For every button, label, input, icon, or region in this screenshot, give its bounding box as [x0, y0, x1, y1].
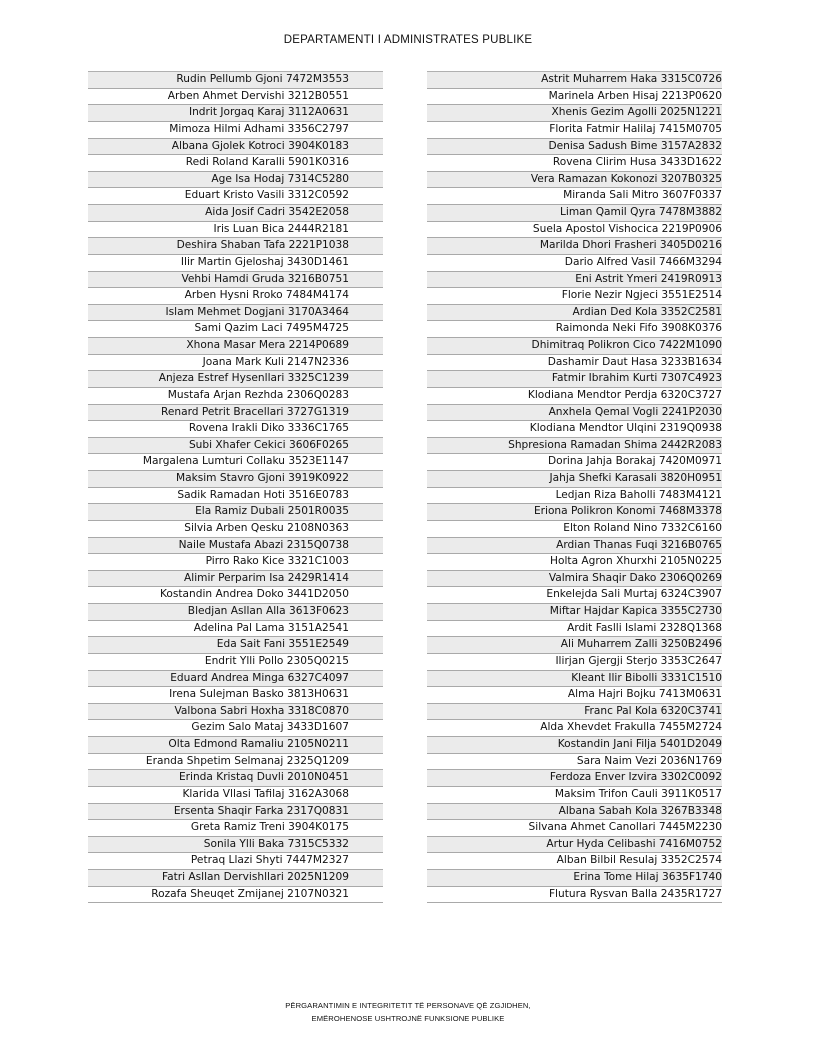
person-entry: Flutura Rysvan Balla 2435R1727 — [548, 887, 722, 900]
list-item — [427, 188, 722, 205]
list-item — [427, 388, 722, 405]
person-entry: Ali Muharrem Zalli 3250B2496 — [560, 638, 722, 651]
person-entry: Indrit Jorgaq Karaj 3112A0631 — [188, 106, 349, 119]
list-item — [427, 887, 722, 904]
person-entry: Gezim Salo Mataj 3433D1607 — [191, 721, 349, 734]
list-item — [88, 554, 383, 571]
list-item — [427, 238, 722, 255]
right-name-column — [427, 71, 722, 903]
person-entry: Ardian Ded Kola 3352C2581 — [572, 305, 722, 318]
list-item — [427, 820, 722, 837]
person-entry: Klodiana Mendtor Ulqini 2319Q0938 — [529, 422, 722, 435]
list-item — [427, 321, 722, 338]
person-entry: Joana Mark Kuli 2147N2336 — [202, 355, 349, 368]
person-entry: Arben Hysni Rroko 7484M4174 — [184, 289, 349, 302]
list-item — [427, 571, 722, 588]
person-entry: Vehbi Hamdi Gruda 3216B0751 — [181, 272, 349, 285]
list-item — [88, 288, 383, 305]
list-item — [88, 770, 383, 787]
person-entry: Rozafa Sheuqet Zmijanej 2107N0321 — [151, 887, 349, 900]
person-entry: Margalena Lumturi Collaku 3523E1147 — [142, 455, 349, 468]
person-entry: Petraq Llazi Shyti 7447M2327 — [190, 854, 349, 867]
list-item — [88, 321, 383, 338]
person-entry: Silvia Arben Qesku 2108N0363 — [184, 521, 349, 534]
list-item — [88, 338, 383, 355]
list-item — [427, 654, 722, 671]
list-item — [88, 820, 383, 837]
person-entry: Rovena Clirim Husa 3433D1622 — [552, 156, 722, 169]
person-entry: Erina Tome Hilaj 3635F1740 — [573, 871, 722, 883]
person-entry: Kostandin Andrea Doko 3441D2050 — [159, 588, 349, 601]
person-entry: Shpresiona Ramadan Shima 2442R2083 — [508, 438, 722, 451]
person-entry: Olta Edmond Ramaliu 2105N0211 — [168, 738, 349, 750]
list-item — [427, 355, 722, 372]
list-item — [88, 870, 383, 887]
person-entry: Adelina Pal Lama 3151A2541 — [193, 621, 349, 634]
list-item — [427, 89, 722, 106]
list-item — [427, 837, 722, 854]
list-item — [427, 272, 722, 289]
page-title: DEPARTAMENTI I ADMINISTRATES PUBLIKE — [283, 34, 533, 46]
list-item — [427, 787, 722, 804]
person-entry: Albana Sabah Kola 3267B3348 — [558, 804, 722, 817]
person-entry: Irena Sulejman Basko 3813H0631 — [169, 688, 349, 701]
list-item — [427, 405, 722, 422]
list-item — [427, 671, 722, 688]
person-entry: Eduart Kristo Vasili 3312C0592 — [184, 189, 349, 202]
list-item — [427, 704, 722, 721]
list-item — [427, 454, 722, 471]
list-item — [88, 671, 383, 688]
person-entry: Miranda Sali Mitro 3607F0337 — [563, 189, 722, 202]
person-entry: Endrit Ylli Pollo 2305Q0215 — [204, 654, 349, 667]
list-item — [88, 188, 383, 205]
person-entry: Ilir Martin Gjeloshaj 3430D1461 — [180, 255, 349, 268]
person-entry: Ferdoza Enver Izvira 3302C0092 — [549, 771, 722, 784]
person-entry: Anxhela Qemal Vogli 2241P2030 — [548, 405, 722, 418]
person-entry: Eriona Polikron Konomi 7468M3378 — [533, 505, 722, 518]
list-item — [88, 804, 383, 821]
person-entry: Maksim Trifon Cauli 3911K0517 — [554, 787, 722, 800]
person-entry: Dorina Jahja Borakaj 7420M0971 — [547, 455, 722, 468]
person-entry: Albana Gjolek Kotroci 3904K0183 — [171, 139, 349, 152]
person-entry: Elton Roland Nino 7332C6160 — [563, 521, 722, 534]
person-entry: Redi Roland Karalli 5901K0316 — [185, 156, 349, 169]
person-entry: Mustafa Arjan Rezhda 2306Q0283 — [167, 388, 349, 401]
list-item — [88, 504, 383, 521]
person-entry: Rovena Irakli Diko 3336C1765 — [188, 422, 349, 435]
list-item — [427, 554, 722, 571]
list-item — [88, 604, 383, 621]
list-item — [427, 155, 722, 172]
list-item — [88, 737, 383, 754]
person-entry: Iris Luan Bica 2444R2181 — [213, 222, 349, 235]
person-entry: Dario Alfred Vasil 7466M3294 — [564, 255, 722, 268]
person-entry: Anjeza Estref Hysenllari 3325C1239 — [158, 372, 349, 385]
list-item — [427, 255, 722, 272]
person-entry: Denisa Sadush Bime 3157A2832 — [548, 139, 722, 152]
page-footer — [0, 999, 816, 1025]
list-item — [88, 837, 383, 854]
person-entry: Miftar Hajdar Kapica 3355C2730 — [549, 605, 722, 617]
person-entry: Naile Mustafa Abazi 2315Q0738 — [178, 538, 349, 551]
list-item — [427, 438, 722, 455]
list-item — [88, 853, 383, 870]
person-entry: Sara Naim Vezi 2036N1769 — [576, 754, 722, 767]
list-item — [88, 454, 383, 471]
list-item — [427, 621, 722, 638]
list-item — [88, 238, 383, 255]
person-entry: Sonila Ylli Baka 7315C5332 — [203, 837, 349, 850]
list-item — [427, 504, 722, 521]
list-item — [427, 222, 722, 239]
list-item — [427, 488, 722, 505]
list-item — [88, 72, 383, 89]
person-entry: Valmira Shaqir Dako 2306Q0269 — [548, 571, 722, 584]
person-entry: Kleant Ilir Bibolli 3331C1510 — [571, 671, 722, 684]
person-entry: Ardit Faslli Islami 2328Q1368 — [567, 621, 722, 634]
list-item — [88, 687, 383, 704]
list-item — [88, 488, 383, 505]
person-entry: Alban Bilbil Resulaj 3352C2574 — [556, 854, 722, 867]
person-entry: Marinela Arben Hisaj 2213P0620 — [548, 89, 722, 102]
person-entry: Ledjan Riza Baholli 7483M4121 — [555, 488, 722, 501]
footer-line-1: PËRGARANTIMIN E INTEGRITETIT TË PERSONAVE QË ZGJIDHEN, — [285, 1001, 531, 1010]
list-item — [88, 637, 383, 654]
person-entry: Sami Qazim Laci 7495M4725 — [194, 322, 349, 335]
list-item — [88, 272, 383, 289]
person-entry: Enkelejda Sali Murtaj 6324C3907 — [546, 588, 722, 601]
person-entry: Eranda Shpetim Selmanaj 2325Q1209 — [145, 754, 349, 767]
person-entry: Holta Agron Xhurxhi 2105N0225 — [550, 555, 722, 568]
list-item — [88, 471, 383, 488]
list-item — [88, 205, 383, 222]
person-entry: Florie Nezir Ngjeci 3551E2514 — [561, 289, 722, 302]
list-item — [88, 89, 383, 106]
person-entry: Jahja Shefki Karasali 3820H0951 — [549, 472, 722, 484]
list-item — [427, 853, 722, 870]
list-item — [88, 787, 383, 804]
person-entry: Ela Ramiz Dubali 2501R0035 — [195, 505, 349, 518]
list-item — [427, 305, 722, 322]
person-entry: Ersenta Shaqir Farka 2317Q0831 — [173, 804, 349, 817]
list-item — [88, 421, 383, 438]
list-item — [88, 720, 383, 737]
list-item — [88, 305, 383, 322]
list-item — [427, 288, 722, 305]
person-entry: Aida Josif Cadri 3542E2058 — [205, 206, 349, 218]
list-item — [88, 122, 383, 139]
person-entry: Eda Sait Fani 3551E2549 — [216, 638, 349, 651]
person-entry: Xhona Masar Mera 2214P0689 — [186, 339, 349, 351]
person-entry: Fatmir Ibrahim Kurti 7307C4923 — [551, 372, 722, 385]
person-entry: Suela Apostol Vishocica 2219P0906 — [532, 222, 722, 235]
list-item — [427, 521, 722, 538]
left-name-column — [88, 71, 383, 903]
person-entry: Arben Ahmet Dervishi 3212B0551 — [167, 89, 349, 102]
list-item — [427, 538, 722, 555]
list-item — [427, 72, 722, 89]
list-item — [88, 704, 383, 721]
person-entry: Fatri Asllan Dervishllari 2025N1209 — [161, 871, 349, 883]
person-entry: Vera Ramazan Kokonozi 3207B0325 — [530, 172, 722, 185]
list-item — [427, 139, 722, 156]
list-item — [88, 139, 383, 156]
list-item — [88, 438, 383, 455]
list-item — [427, 105, 722, 122]
person-entry: Subi Xhafer Cekici 3606F0265 — [188, 438, 349, 451]
person-entry: Greta Ramiz Treni 3904K0175 — [190, 821, 349, 834]
person-entry: Kostandin Jani Filja 5401D2049 — [557, 738, 722, 750]
list-item — [88, 355, 383, 372]
list-item — [427, 471, 722, 488]
person-entry: Maksim Stavro Gjoni 3919K0922 — [175, 472, 349, 484]
person-entry: Sadik Ramadan Hoti 3516E0783 — [177, 488, 349, 501]
person-entry: Raimonda Neki Fifo 3908K0376 — [555, 322, 722, 335]
list-item — [427, 770, 722, 787]
person-entry: Dashamir Daut Hasa 3233B1634 — [547, 355, 722, 368]
list-item — [88, 754, 383, 771]
person-entry: Alma Hajri Bojku 7413M0631 — [567, 688, 722, 701]
person-entry: Marilda Dhori Frasheri 3405D0216 — [539, 239, 722, 252]
list-item — [427, 870, 722, 887]
person-entry: Klodiana Mendtor Perdja 6320C3727 — [527, 388, 722, 401]
list-item — [88, 587, 383, 604]
list-item — [427, 754, 722, 771]
list-item — [88, 222, 383, 239]
person-entry: Florita Fatmir Halilaj 7415M0705 — [549, 122, 722, 135]
list-item — [88, 172, 383, 189]
list-item — [88, 521, 383, 538]
person-entry: Klarida Vllasi Tafilaj 3162A3068 — [182, 787, 349, 800]
person-entry: Astrit Muharrem Haka 3315C0726 — [541, 73, 722, 85]
person-entry: Xhenis Gezim Agolli 2025N1221 — [551, 106, 722, 119]
person-entry: Dhimitraq Polikron Cico 7422M1090 — [531, 339, 722, 351]
list-item — [88, 538, 383, 555]
person-entry: Eni Astrit Ymeri 2419R0913 — [575, 272, 722, 285]
person-entry: Artur Hyda Celibashi 7416M0752 — [546, 837, 722, 850]
person-entry: Ilirjan Gjergji Sterjo 3353C2647 — [555, 654, 722, 667]
footer-line-2: EMËROHENOSE USHTROJNË FUNKSIONE PUBLIKE — [311, 1014, 505, 1023]
list-item — [88, 105, 383, 122]
person-entry: Pirro Rako Kice 3321C1003 — [205, 555, 349, 568]
list-item — [427, 205, 722, 222]
list-item — [427, 421, 722, 438]
person-entry: Mimoza Hilmi Adhami 3356C2797 — [169, 122, 349, 135]
list-item — [88, 654, 383, 671]
list-item — [427, 604, 722, 621]
person-entry: Erinda Kristaq Duvli 2010N0451 — [178, 771, 349, 784]
person-entry: Age Isa Hodaj 7314C5280 — [211, 172, 349, 185]
list-item — [88, 155, 383, 172]
person-entry: Valbona Sabri Hoxha 3318C0870 — [174, 704, 349, 717]
person-entry: Renard Petrit Bracellari 3727G1319 — [160, 405, 349, 418]
person-entry: Eduard Andrea Minga 6327C4097 — [170, 671, 349, 684]
person-entry: Bledjan Asllan Alla 3613F0623 — [187, 605, 349, 617]
person-entry: Franc Pal Kola 6320C3741 — [584, 704, 722, 717]
list-item — [427, 637, 722, 654]
person-entry: Islam Mehmet Dogjani 3170A3464 — [165, 305, 349, 318]
person-entry: Alimir Perparim Isa 2429R1414 — [184, 571, 349, 584]
list-item — [88, 571, 383, 588]
list-item — [427, 804, 722, 821]
list-item — [88, 621, 383, 638]
list-item — [427, 587, 722, 604]
person-entry: Ardian Thanas Fuqi 3216B0765 — [556, 538, 722, 551]
list-item — [427, 172, 722, 189]
list-item — [88, 255, 383, 272]
person-entry: Rudin Pellumb Gjoni 7472M3553 — [176, 73, 349, 85]
list-item — [427, 737, 722, 754]
list-item — [427, 687, 722, 704]
person-entry: Deshira Shaban Tafa 2221P1038 — [176, 239, 349, 252]
list-item — [88, 887, 383, 904]
list-item — [88, 405, 383, 422]
list-item — [427, 122, 722, 139]
list-item — [88, 371, 383, 388]
person-entry: Liman Qamil Qyra 7478M3882 — [559, 206, 722, 218]
person-entry: Alda Xhevdet Frakulla 7455M2724 — [540, 721, 722, 734]
person-entry: Silvana Ahmet Canollari 7445M2230 — [528, 821, 722, 834]
list-item — [88, 388, 383, 405]
list-item — [427, 371, 722, 388]
list-item — [427, 338, 722, 355]
list-item — [427, 720, 722, 737]
